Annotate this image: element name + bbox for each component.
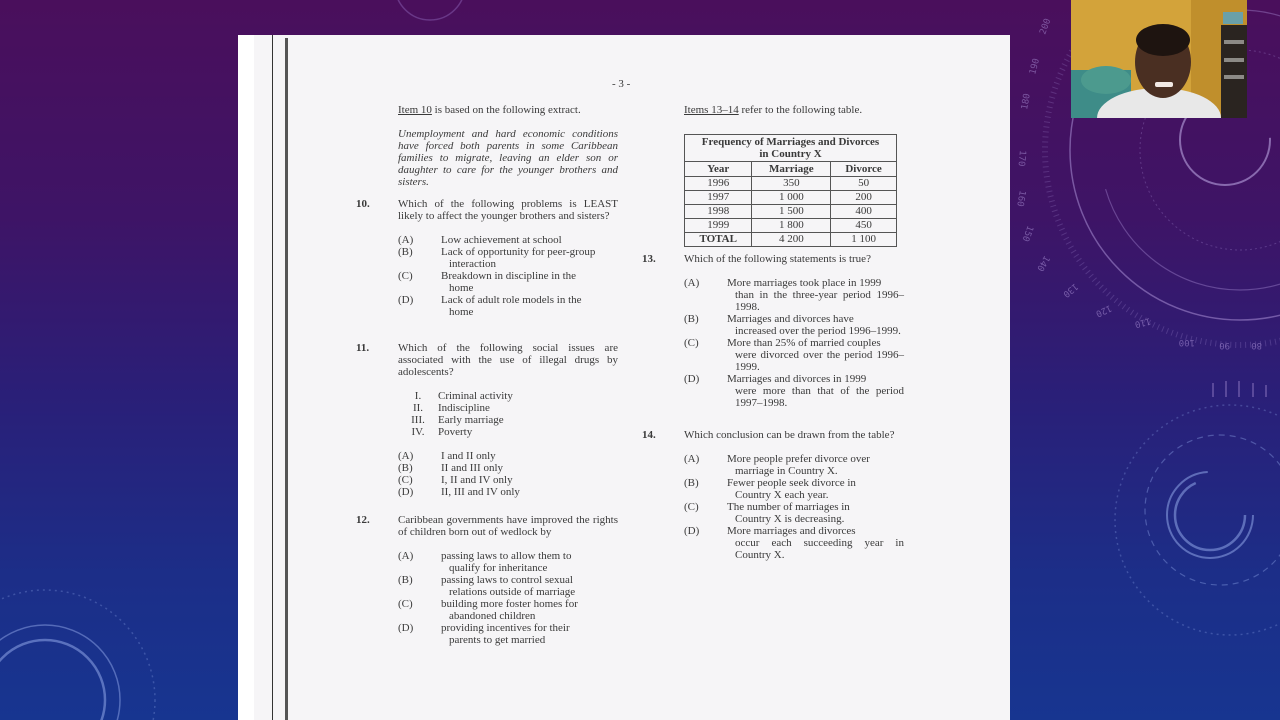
option-d — [684, 373, 904, 409]
option-text: Lack of opportunity for peer-group — [441, 246, 596, 258]
option-a — [684, 277, 904, 313]
table-row — [685, 177, 897, 191]
svg-text:190: 190 — [1028, 57, 1043, 76]
option-text-cont: increased over the period 1996–1999. — [735, 325, 901, 337]
option-text-cont: abandoned children — [449, 610, 536, 622]
question-number: 12. — [356, 514, 370, 526]
roman-num: I. — [414, 390, 422, 402]
svg-text:90: 90 — [1219, 340, 1230, 350]
option-text: More marriages and divorces — [727, 525, 856, 537]
cell-divorce: 50 — [831, 177, 897, 191]
roman-item — [398, 402, 618, 414]
webcam-feed-illustration — [1071, 0, 1247, 118]
svg-text:100: 100 — [1178, 337, 1195, 347]
option-text: building more foster homes for — [441, 598, 578, 610]
question-10 — [356, 198, 618, 318]
roman-item — [398, 426, 618, 438]
cell-year: 1996 — [685, 177, 752, 191]
option-a — [398, 234, 618, 246]
option-text: I, II and IV only — [441, 474, 513, 486]
option-text: Fewer people seek divorce in — [727, 477, 856, 489]
option-letter: (A) — [684, 453, 700, 465]
option-letter: (A) — [398, 234, 414, 246]
page-number: - 3 - — [612, 78, 631, 90]
option-letter: (B) — [398, 246, 413, 258]
question-stem: Which of the following problems is LEAST likely to affect the younger brothers and sisters? — [398, 198, 618, 222]
svg-text:200: 200 — [1038, 17, 1054, 37]
option-text-cont: home — [449, 306, 474, 318]
exam-document-page — [238, 35, 1010, 720]
table-row — [685, 205, 897, 219]
question-number: 10. — [356, 198, 370, 210]
option-b — [684, 313, 904, 337]
option-text: passing laws to control sexual — [441, 574, 573, 586]
option-d — [398, 622, 618, 646]
option-text-cont: marriage in Country X. — [735, 465, 838, 477]
option-letter: (D) — [684, 525, 700, 537]
items-13-14-intro — [684, 104, 904, 116]
intro-item-ref: Items 13–14 — [684, 104, 739, 116]
svg-text:140: 140 — [1034, 253, 1052, 273]
option-text: providing incentives for their — [441, 622, 570, 634]
option-text-cont: occur each succeeding year in Country X. — [735, 537, 904, 561]
option-d — [398, 294, 618, 318]
intro-item-ref: Item 10 — [398, 104, 432, 116]
option-letter: (B) — [398, 574, 413, 586]
option-letter: (D) — [398, 294, 414, 306]
presenter-webcam — [1071, 0, 1247, 118]
option-letter: (A) — [398, 550, 414, 562]
cell-marriage: 1 500 — [752, 205, 831, 219]
cell-year: 1997 — [685, 191, 752, 205]
option-a — [684, 453, 904, 477]
svg-text:120: 120 — [1093, 302, 1113, 319]
cell-marriage: 1 800 — [752, 219, 831, 233]
option-text-cont: Country X each year. — [735, 489, 829, 501]
right-column — [642, 104, 904, 573]
svg-text:160: 160 — [1014, 189, 1027, 208]
svg-text:180: 180 — [1020, 92, 1033, 111]
option-text: More than 25% of married couples — [727, 337, 881, 349]
cell-year: 1999 — [685, 219, 752, 233]
roman-text: Poverty — [438, 426, 473, 438]
question-stem: Which of the following statements is true? — [684, 253, 871, 265]
option-letter: (C) — [398, 474, 413, 486]
cell-divorce: 400 — [831, 205, 897, 219]
option-letter: (D) — [684, 373, 700, 385]
option-text-cont: qualify for inheritance — [449, 562, 548, 574]
option-text-cont: parents to get married — [449, 634, 546, 646]
option-text: I and II only — [441, 450, 496, 462]
question-stem: Which of the following social issues are associated with the use of illegal drugs by adolescents? — [398, 342, 618, 378]
cell-year: 1998 — [685, 205, 752, 219]
roman-text: Criminal activity — [438, 390, 513, 402]
roman-numeral-list — [398, 390, 618, 438]
option-text-cont: than in the three-year period 1996–1998. — [735, 289, 904, 313]
roman-item — [398, 414, 618, 426]
table-row — [685, 219, 897, 233]
roman-text: Indiscipline — [438, 402, 490, 414]
roman-text: Early marriage — [438, 414, 504, 426]
item-10-intro — [398, 104, 618, 116]
option-c — [398, 598, 618, 622]
roman-item — [398, 390, 618, 402]
svg-text:130: 130 — [1060, 280, 1080, 299]
col-header-year: Year — [685, 162, 752, 177]
option-b — [684, 477, 904, 501]
option-letter: (B) — [684, 477, 699, 489]
intro-text: is based on the following extract. — [431, 104, 581, 116]
intro-text: refer to the following table. — [738, 104, 863, 116]
col-header-divorce: Divorce — [831, 162, 897, 177]
option-text-cont: Country X is decreasing. — [735, 513, 845, 525]
option-letter: (D) — [398, 622, 414, 634]
option-letter: (C) — [684, 501, 699, 513]
option-letter: (B) — [398, 462, 413, 474]
option-text-cont: were divorced over the period 1996–1999. — [735, 349, 904, 373]
roman-num: IV. — [411, 426, 425, 438]
svg-text:80: 80 — [1251, 340, 1262, 350]
extract-passage: Unemployment and hard economic conditions have forced both parents in some Caribbean families to migrate, leaving an elder son or daughter to care for the younger brothers and sisters. — [398, 128, 618, 188]
question-11 — [356, 342, 618, 498]
svg-text:150: 150 — [1019, 223, 1035, 243]
option-letter: (A) — [684, 277, 700, 289]
option-b — [398, 574, 618, 598]
question-number: 11. — [356, 342, 370, 354]
option-text: Marriages and divorces in 1999 — [727, 373, 867, 385]
question-13 — [642, 253, 904, 409]
cell-divorce: 200 — [831, 191, 897, 205]
left-column — [356, 104, 618, 658]
table-title-line1: Frequency of Marriages and Divorces — [701, 136, 880, 148]
option-letter: (C) — [398, 270, 413, 282]
table-total-row — [685, 233, 897, 247]
option-letter: (C) — [398, 598, 413, 610]
option-text: More people prefer divorce over — [727, 453, 870, 465]
table-row — [685, 191, 897, 205]
option-b — [398, 462, 618, 474]
page-edge-line — [272, 35, 273, 720]
cell-marriage: 350 — [752, 177, 831, 191]
question-12 — [356, 514, 618, 646]
option-letter: (B) — [684, 313, 699, 325]
option-letter: (C) — [684, 337, 699, 349]
option-text-cont: were more than that of the period 1997–1998. — [735, 385, 904, 409]
table-title-line2: in Country X — [759, 148, 822, 160]
option-text-cont: interaction — [449, 258, 497, 270]
option-a — [398, 550, 618, 574]
scanned-page — [254, 35, 1010, 720]
page-binding-line — [285, 38, 288, 720]
option-c — [398, 270, 618, 294]
option-text-cont: relations outside of marriage — [449, 586, 576, 598]
roman-num: II. — [412, 402, 424, 414]
table-title — [685, 135, 897, 162]
cell-marriage: 1 000 — [752, 191, 831, 205]
cell-divorce: 450 — [831, 219, 897, 233]
svg-text:110: 110 — [1133, 315, 1152, 329]
option-text: More marriages took place in 1999 — [727, 277, 882, 289]
option-d — [684, 525, 904, 561]
table-header-row — [685, 162, 897, 177]
cell-total-label: TOTAL — [685, 233, 752, 247]
option-text: II, III and IV only — [441, 486, 520, 498]
question-stem: Caribbean governments have improved the rights of children born out of wedlock by — [398, 514, 618, 538]
option-text-cont: home — [449, 282, 474, 294]
option-d — [398, 486, 618, 498]
option-letter: (D) — [398, 486, 414, 498]
option-text: Lack of adult role models in the — [441, 294, 582, 306]
option-text: passing laws to allow them to — [441, 550, 572, 562]
question-stem: Which conclusion can be drawn from the table? — [684, 429, 895, 441]
option-c — [398, 474, 618, 486]
question-number: 14. — [642, 429, 656, 441]
question-number: 13. — [642, 253, 656, 265]
option-text: Marriages and divorces have — [727, 313, 854, 325]
col-header-marriage: Marriage — [752, 162, 831, 177]
option-text: Breakdown in discipline in the — [441, 270, 577, 282]
question-14 — [642, 429, 904, 561]
option-text: II and III only — [441, 462, 504, 474]
cell-divorce-total: 1 100 — [831, 233, 897, 247]
roman-num: III. — [411, 414, 425, 426]
option-b — [398, 246, 618, 270]
cell-marriage-total: 4 200 — [752, 233, 831, 247]
option-c — [684, 337, 904, 373]
option-text: The number of marriages in — [727, 501, 850, 513]
option-a — [398, 450, 618, 462]
marriage-divorce-table — [684, 134, 897, 247]
option-text: Low achievement at school — [441, 234, 562, 246]
option-letter: (A) — [398, 450, 414, 462]
option-c — [684, 501, 904, 525]
svg-text:170: 170 — [1015, 149, 1027, 167]
